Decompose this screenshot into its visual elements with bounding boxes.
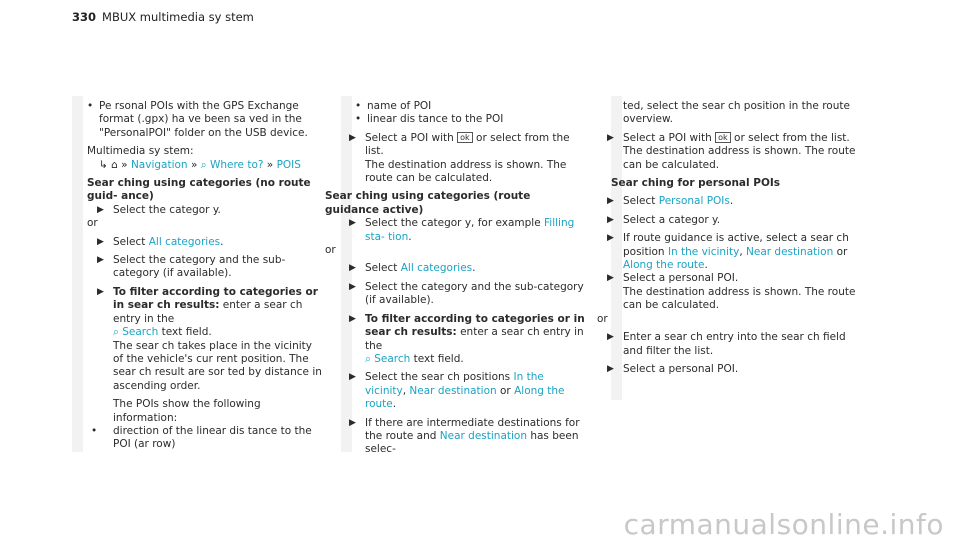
list-item: • direction of the linear dis tance to the POI (ar row) bbox=[91, 425, 322, 452]
step-info: The destination address is shown. The route can be calculated. bbox=[623, 145, 856, 171]
or-text: or bbox=[597, 312, 608, 325]
path-arrow-icon: » bbox=[266, 158, 274, 171]
continued-text: ted, select the sear ch position in the route overview. bbox=[623, 100, 850, 126]
step-item: ▶ If route guidance is active, select a sear ch position In the vicinity, Near destination or Along the route. bbox=[607, 232, 849, 272]
vicinity-link[interactable]: In the vicinity bbox=[667, 245, 740, 258]
pois-show-text: The POIs show the following information: bbox=[113, 398, 261, 424]
list-item: • linear dis tance to the POI bbox=[355, 113, 587, 126]
step-arrow-icon: ▶ bbox=[607, 196, 614, 207]
search-field-line: ⌕ Search text field. bbox=[113, 326, 212, 339]
vicinity-link[interactable]: In the vicinity bbox=[365, 371, 544, 397]
step-arrow-icon: ▶ bbox=[349, 417, 356, 428]
column-3 bbox=[597, 100, 859, 376]
step-item: ▶ Select the categor y, for example Filling sta- tion. bbox=[349, 217, 575, 243]
ok-icon: ok bbox=[715, 132, 731, 143]
step-arrow-icon: ▶ bbox=[349, 372, 356, 383]
step-arrow-icon: ▶ bbox=[349, 218, 356, 229]
step-item: ▶ Select the sear ch positions In the vicinity, Near destination or Along the route. bbox=[349, 371, 565, 411]
search-field-link[interactable]: Search bbox=[374, 352, 411, 365]
step-arrow-icon: ▶ bbox=[349, 281, 356, 292]
personal-pois-link[interactable]: Personal POIs bbox=[658, 195, 730, 208]
menu-path bbox=[87, 159, 322, 172]
step-item: ▶ If there are intermediate destinations for the route and Near destination has been selec- bbox=[349, 416, 580, 456]
column-1 bbox=[87, 100, 322, 452]
step-item: ▶ Select a personal POI. bbox=[607, 362, 739, 375]
step-info: The destination address is shown. The route can be calculated. bbox=[623, 285, 856, 312]
step-item: ▶ Select a POI with ok or select from the list. bbox=[349, 131, 570, 158]
step-item: ▶ Select Personal POIs. bbox=[607, 195, 734, 208]
step-arrow-icon: ▶ bbox=[607, 273, 614, 284]
near-destination-link[interactable]: Near destination bbox=[409, 384, 497, 397]
search-icon: ⌕ bbox=[113, 326, 119, 339]
home-icon: ⌂ bbox=[111, 158, 118, 171]
search-field-line: ⌕ Search text field. bbox=[365, 352, 464, 365]
step-info: The destination address is shown. The route can be calculated. bbox=[365, 158, 567, 185]
search-field-link[interactable]: Search bbox=[122, 326, 159, 339]
step-arrow-icon: ▶ bbox=[349, 132, 356, 143]
step-item: ▶ Select the category and the sub-category (if available). bbox=[97, 254, 286, 280]
path-arrow-icon: » bbox=[190, 158, 198, 171]
search-icon: ⌕ bbox=[365, 352, 371, 365]
path-navigation-link[interactable]: Navigation bbox=[130, 158, 188, 171]
step-arrow-icon: ▶ bbox=[607, 332, 614, 343]
search-icon: ⌕ bbox=[200, 158, 207, 171]
step-item: ▶ Select All categories. bbox=[97, 235, 224, 248]
step-arrow-icon: ▶ bbox=[607, 233, 614, 244]
step-arrow-icon: ▶ bbox=[607, 214, 614, 225]
along-route-link[interactable]: Along the route bbox=[365, 384, 565, 411]
section-heading: Sear ching for personal POIs bbox=[611, 177, 781, 190]
step-arrow-icon: ▶ bbox=[97, 286, 104, 297]
path-where-link[interactable]: Where to? bbox=[209, 158, 264, 171]
list-item: • name of POI bbox=[355, 100, 587, 113]
filling-station-link[interactable]: Filling sta- tion bbox=[365, 217, 575, 243]
along-route-link[interactable]: Along the route bbox=[623, 259, 705, 272]
step-arrow-icon: ▶ bbox=[349, 313, 356, 324]
step-arrow-icon: ▶ bbox=[97, 236, 104, 247]
step-item: ▶ Select a personal POI. bbox=[607, 272, 739, 285]
or-text: or bbox=[87, 217, 98, 230]
step-arrow-icon: ▶ bbox=[607, 132, 614, 143]
step-item: ▶ To filter according to categories or in sear ch results: enter a sear ch entry in the bbox=[97, 285, 318, 325]
step-item: ▶ Select a POI with ok or select from the list. bbox=[607, 131, 850, 144]
near-destination-link[interactable]: Near destination bbox=[439, 429, 527, 442]
search-info: The sear ch takes place in the vicinity of the vehicle's cur rent position. The sear ch result are sor ted by distance in ascending order. bbox=[113, 339, 322, 392]
all-categories-link[interactable]: All categories bbox=[400, 262, 473, 275]
multimedia-label: Multimedia sy stem: bbox=[87, 145, 194, 158]
step-item: ▶ To filter according to categories or in sear ch results: enter a sear ch entry in the bbox=[349, 312, 585, 352]
step-item: ▶ Select All categories. bbox=[349, 262, 476, 275]
watermark: carmanualsonline.info bbox=[623, 507, 944, 541]
step-item: ▶ Select the categor y. bbox=[97, 203, 221, 216]
step-arrow-icon: ▶ bbox=[97, 204, 104, 215]
section-heading: Sear ching using categories (route guidance active) bbox=[325, 190, 531, 216]
column-2 bbox=[325, 100, 587, 457]
ok-icon: ok bbox=[457, 132, 473, 143]
or-text: or bbox=[325, 244, 336, 257]
step-item: ▶ Enter a sear ch entry into the sear ch field and filter the list. bbox=[607, 331, 846, 357]
page-number: 330 bbox=[72, 10, 97, 24]
all-categories-link[interactable]: All categories bbox=[148, 235, 221, 248]
step-arrow-icon: ▶ bbox=[607, 363, 614, 374]
list-item: • Pe rsonal POIs with the GPS Exchange format (.gpx) ha ve been sa ved in the "PersonalPOI" folder on the USB device. bbox=[87, 100, 322, 140]
near-destination-link[interactable]: Near destination bbox=[746, 245, 834, 258]
column-marker-bar bbox=[72, 96, 83, 452]
path-pois-link[interactable]: POIS bbox=[276, 158, 301, 171]
step-item: ▶ Select a categor y. bbox=[607, 213, 721, 226]
page-header bbox=[72, 11, 254, 24]
return-arrow-icon: ↳ bbox=[99, 158, 108, 171]
page-header-title: MBUX multimedia sy stem bbox=[102, 10, 254, 24]
step-item: ▶ Select the category and the sub-category (if available). bbox=[349, 280, 584, 307]
step-arrow-icon: ▶ bbox=[97, 255, 104, 266]
path-arrow-icon: » bbox=[121, 158, 128, 171]
section-heading: Sear ching using categories (no route guid- ance) bbox=[87, 177, 311, 203]
step-arrow-icon: ▶ bbox=[349, 263, 356, 274]
